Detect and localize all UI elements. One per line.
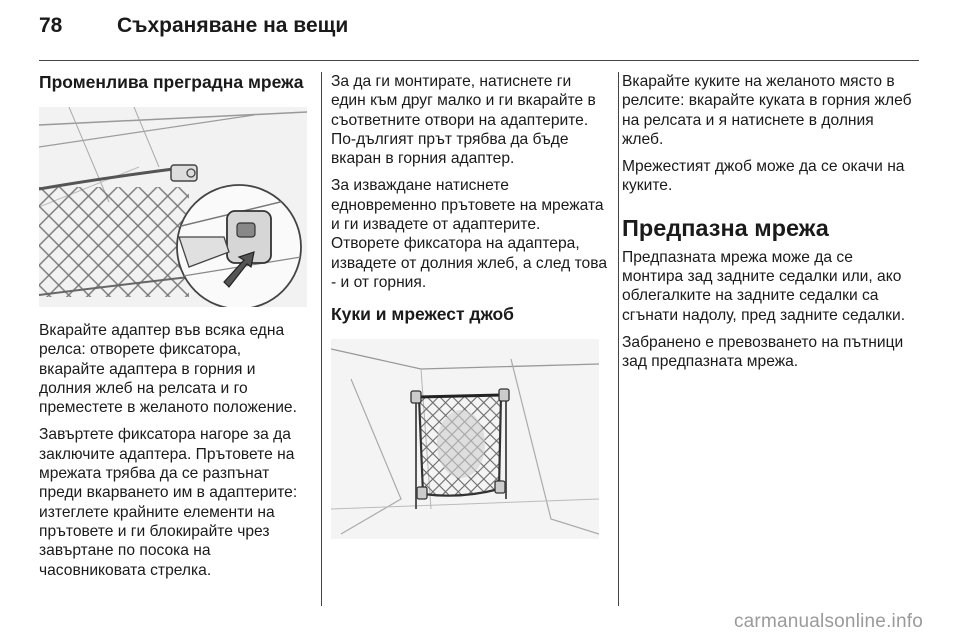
column-divider-1 bbox=[321, 72, 322, 606]
paragraph: Вкарайте куките на желаното място в релсите: вкарайте куката в горния жлеб на релсата и я натиснете в долния жлеб. bbox=[622, 73, 912, 148]
paragraph: Вкарайте адаптер във всяка една релса: отворете фиксатора, вкарайте адаптера в горния и долния жлеб на релсата и го преместете в желаното положение. bbox=[39, 322, 297, 417]
paragraph: Завъртете фиксатора нагоре за да заключите адаптера. Прътовете на мрежата трябва да се разпънат преди вкарването им в адаптерите: изтеглете крайните елементи на прътовете и ги блокирайте чрез завъртане по посока на часовниковата стрелка. bbox=[39, 426, 298, 579]
paragraph: Мрежестият джоб може да се окачи на куките. bbox=[622, 158, 905, 195]
column-divider-2 bbox=[618, 72, 619, 606]
header-divider bbox=[39, 60, 919, 61]
watermark: carmanualsonline.info bbox=[733, 611, 923, 632]
cargo-net-adapter-illustration-icon bbox=[39, 107, 307, 307]
page-number: 78 bbox=[39, 14, 63, 37]
column-3 bbox=[622, 72, 912, 380]
column-1 bbox=[39, 72, 311, 588]
running-title: Съхраняване на вещи bbox=[117, 14, 349, 37]
paragraph: Забранено е превозването на пътници зад предпазната мрежа. bbox=[622, 333, 904, 371]
column-2 bbox=[331, 72, 609, 539]
paragraph: За изваждане натиснете едновременно прътовете на мрежата и ги извадете от адаптерите. Отворете фиксатора на адаптера, извадете от долния жлеб, а след това - и от горния. bbox=[331, 177, 608, 291]
paragraph: За да ги монтирате, натиснете ги един към друг малко и ги вкарайте в съответните отвори на адаптерите. По-дългият прът трябва да бъде вкаран в горния адаптер. bbox=[331, 73, 596, 168]
net-pocket-illustration-icon bbox=[331, 339, 599, 539]
paragraph: Предпазната мрежа може да се монтира зад задните седалки или, ако облегалките на задните седалки са сгънати надолу, пред задните седалки. bbox=[622, 248, 906, 324]
section-heading-safety-net: Предпазна мрежа bbox=[622, 214, 829, 241]
section-heading-hooks-net-pocket: Куки и мрежест джоб bbox=[331, 304, 514, 325]
section-heading-variable-net: Променлива преградна мрежа bbox=[39, 72, 304, 92]
